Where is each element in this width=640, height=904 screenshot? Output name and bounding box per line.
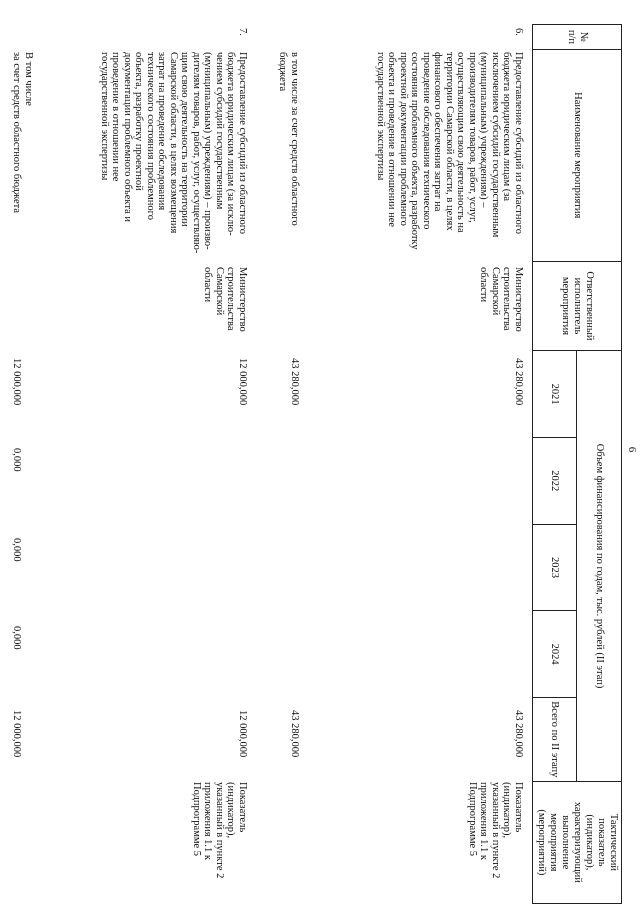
row7-sub-total: 12 000,000	[11, 710, 22, 758]
row6-num: 6.	[513, 28, 524, 36]
header-2023: 2023	[532, 524, 577, 611]
header-2021: 2021	[532, 351, 577, 438]
header-name: Наименование мероприятия	[532, 49, 621, 261]
header-2022: 2022	[532, 437, 577, 524]
row7-responsible: Министерство строительства Самарской области	[202, 267, 248, 332]
header-financing: Объем финансирования по годам, тыс. рублей (II этап)	[577, 351, 622, 781]
row7-2021: 12 000,000	[237, 358, 248, 406]
row7-num: 7.	[237, 28, 248, 36]
row6-total: 43 280,000	[513, 710, 524, 758]
row7-name: Предоставление субсидий из областного бюджета юридическим лицам (за исклю- чением субсидий государственным (муниципальным) учреждениям) – произво- дителям товаров, работ, услуг, осуществляю- щим свою деятельность на территории Самарской области, в целях возмещения затрат на проведение обследования технического состояния проблемного объекта, разработку проектной документации проблемного объекта и проведение в отношении нее государственной экспертизы	[99, 52, 248, 254]
row7-sub-2024: 0,000	[11, 626, 22, 650]
header-total: Всего по II этапу	[532, 697, 577, 781]
row7-sub-2021: 12 000,000	[11, 358, 22, 406]
header-indicator: Тактический показатель (индикатор), характеризующий выполнение мероприятия (мероприятий)	[532, 781, 621, 903]
row7-sub-2023: 0,000	[11, 538, 22, 562]
row6-name: Предоставление субсидий из областного бюджета юридическим лицам (за исключением субсидий государственным (муниципальным) учреждениям) – производителям товаров, работ, услуг, осуществляющим свою деятельность на территории Самарской области, в целях финансового обеспечения затрат на проведение обследования технического состояния проблемного объекта, разработку проектной документации проблемного объекта и проведение в отношении нее государственной экспертизы	[375, 52, 524, 250]
header-2024: 2024	[532, 611, 577, 698]
header-num: № п/п	[532, 25, 621, 50]
header-responsible: Ответственный исполнитель мероприятия	[532, 261, 621, 351]
row7-total: 12 000,000	[237, 710, 248, 758]
row7-indicator: Показатель (индикатор), указанный в пункте 2 приложения 1.1 к Подпрограмме 5	[191, 782, 248, 879]
row6-indicator: Показатель (индикатор), указанный в пункте 2 приложения 1.1 к Подпрограмме 5	[467, 782, 524, 879]
row6-sub-2021: 43 280,000	[289, 358, 300, 406]
row7-sub-2022: 0,000	[11, 448, 22, 472]
row6-sub-name: в том числе за счет средств областного бюджета	[277, 52, 300, 226]
row7-sub-name: В том числе за счет средств областного бюджета	[11, 52, 34, 214]
row6-2021: 43 280,000	[513, 358, 524, 406]
row6-sub-total: 43 280,000	[289, 710, 300, 758]
row6-responsible: Министерство строительства Самарской области	[478, 267, 524, 332]
page-number: 6	[626, 446, 638, 453]
